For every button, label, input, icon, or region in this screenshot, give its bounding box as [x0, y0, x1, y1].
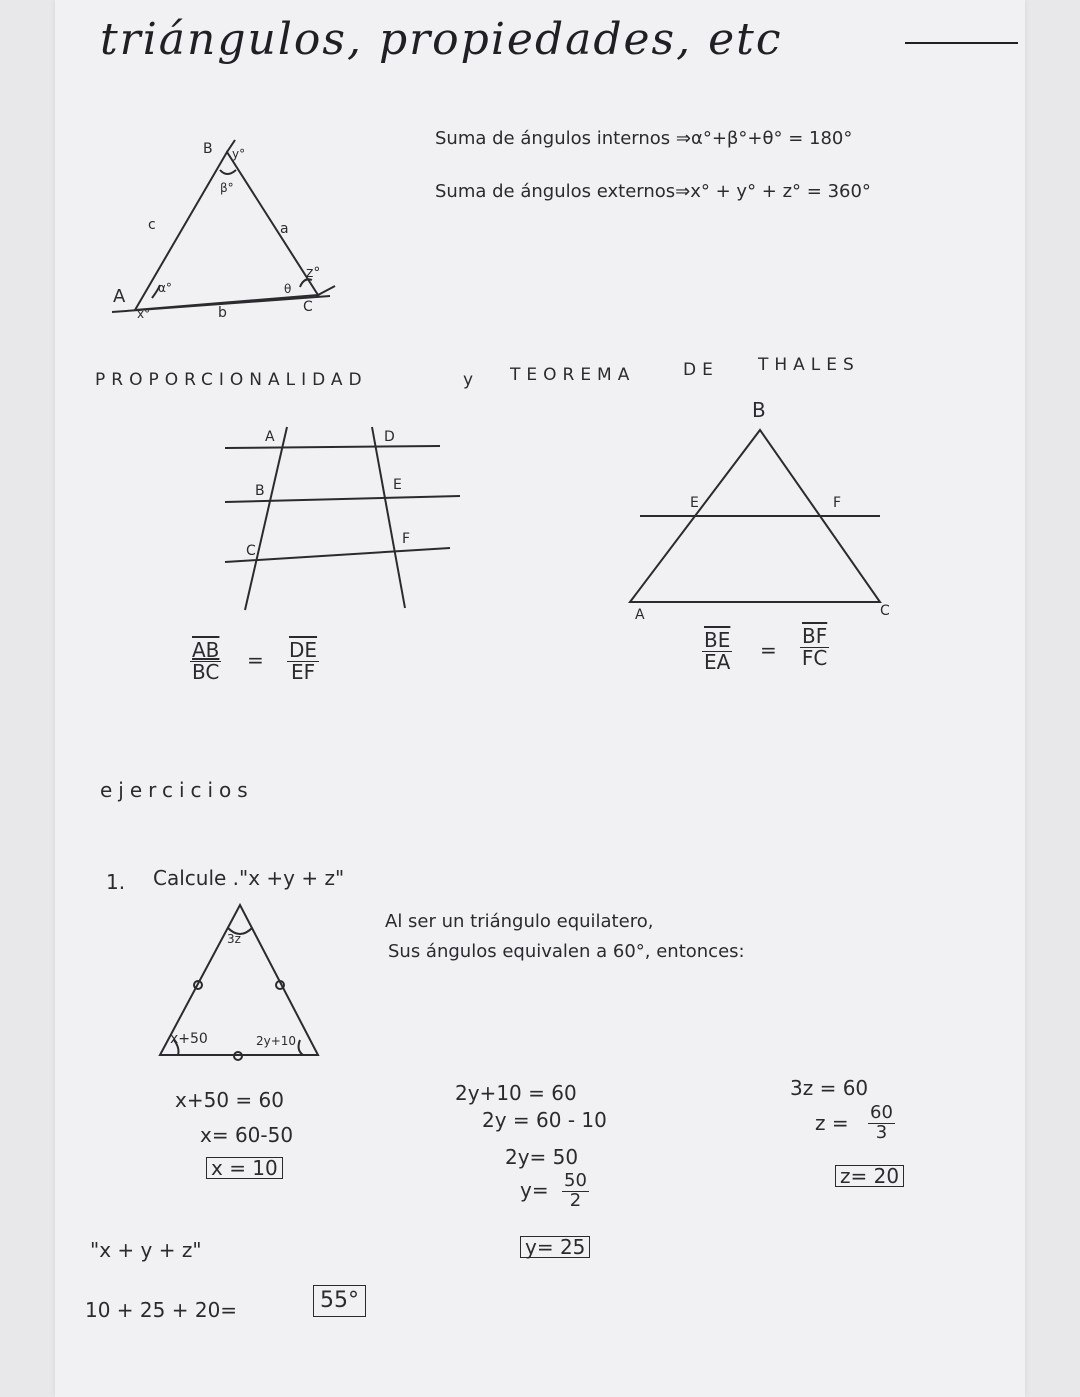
sum-result: 55° [313, 1285, 366, 1317]
vertex-c-label: C [303, 299, 313, 315]
thales-b-label: B [752, 398, 766, 422]
note-line-1: Al ser un triángulo equilatero, [385, 911, 654, 932]
y-step-2: 2y = 60 - 10 [482, 1108, 607, 1132]
angle-alpha-label: α° [158, 281, 172, 295]
ext-angle-x-label: x° [137, 307, 151, 321]
sum-label: "x + y + z" [90, 1238, 202, 1262]
point-d-label: D [384, 429, 395, 445]
side-c-label: c [148, 217, 156, 233]
x-step-2: x= 60-50 [200, 1123, 294, 1147]
left-angle-label: x+50 [170, 1031, 208, 1047]
internal-angles-formula: Suma de ángulos internos ⇒α°+β°+θ° = 180° [435, 128, 853, 149]
x-result: x = 10 [206, 1157, 283, 1179]
top-angle-label: 3z [227, 932, 241, 946]
thales-f-label: F [833, 495, 842, 511]
heading-proporcionalidad: PROPORCIONALIDAD [95, 370, 368, 390]
ext-angle-z-label: z° [306, 265, 321, 281]
thales-a-label: A [635, 607, 645, 623]
angle-beta-label: β° [220, 181, 234, 195]
point-c-label: C [246, 543, 256, 559]
right-angle-label: 2y+10 [256, 1034, 297, 1048]
z-step-2-lhs: z = [815, 1111, 849, 1135]
external-angles-formula: Suma de ángulos externos⇒x° + y° + z° = 360° [435, 181, 871, 202]
x-step-1: x+50 = 60 [175, 1088, 284, 1112]
side-a-label: a [280, 221, 289, 237]
z-step-2-fraction: $\frac{60}{3}$ [870, 1102, 893, 1143]
thales-c-label: C [880, 603, 890, 619]
point-b-label: B [255, 483, 265, 499]
y-result: y= 25 [520, 1236, 590, 1258]
point-a-label: A [265, 429, 275, 445]
y-step-1: 2y+10 = 60 [455, 1081, 577, 1105]
thales-e-label: E [690, 495, 699, 511]
ratio-equals-left: = [247, 648, 264, 672]
heading-thales: THALES [758, 355, 860, 375]
z-result: z= 20 [835, 1165, 904, 1187]
page-title: triángulos, propiedades, etc [100, 14, 783, 65]
sum-expression: 10 + 25 + 20= [85, 1298, 238, 1322]
heading-y: y [463, 370, 480, 390]
heading-de: DE [683, 360, 719, 380]
y-step-3: 2y= 50 [505, 1145, 579, 1169]
ratio-ab-bc: $\frac{\overline{AB}}{BC}$ [192, 638, 220, 684]
point-e-label: E [393, 477, 402, 493]
y-step-4-fraction: $\frac{50}{2}$ [564, 1170, 587, 1211]
parallel-lines-diagram [225, 427, 460, 610]
vertex-a-label: A [113, 286, 126, 307]
angle-theta-label: θ [284, 282, 292, 296]
exercises-heading: ejercicios [100, 778, 254, 802]
side-b-label: b [218, 305, 227, 321]
ratio-be-ea: $\frac{\overline{BE}}{EA}$ [704, 628, 731, 674]
vertex-b-label: B [203, 141, 213, 157]
y-step-4-lhs: y= [520, 1178, 549, 1202]
heading-teorema: TEOREMA [510, 365, 636, 385]
exercise-prompt: Calcule ."x +y + z" [153, 866, 345, 890]
note-line-2: Sus ángulos equivalen a 60°, entonces: [388, 941, 745, 962]
point-f-label: F [402, 531, 411, 547]
triangle-diagram [112, 140, 335, 315]
z-step-1: 3z = 60 [790, 1076, 869, 1100]
exercise-number: 1. [106, 870, 126, 894]
ratio-bf-fc: $\frac{\overline{BF}}{FC}$ [801, 624, 828, 670]
ext-angle-y-label: y° [232, 147, 246, 161]
thales-triangle-diagram [630, 430, 880, 602]
ratio-equals-right: = [760, 638, 777, 662]
ratio-de-ef: $\frac{\overline{DE}}{EF}$ [289, 638, 318, 684]
